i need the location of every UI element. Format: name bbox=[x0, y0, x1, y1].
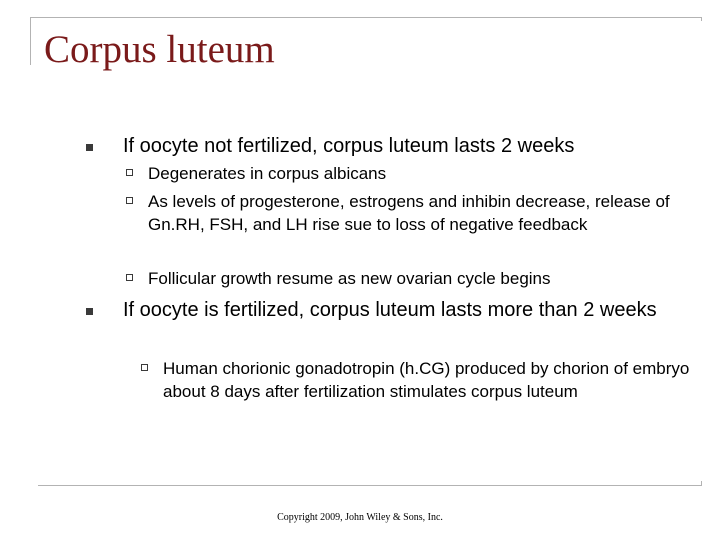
sub-bullet-text: Follicular growth resume as new ovarian cycle begins bbox=[148, 269, 551, 288]
square-bullet-icon bbox=[86, 144, 93, 151]
hollow-square-bullet-icon bbox=[141, 364, 148, 371]
sub-bullet-text: Human chorionic gonadotropin (h.CG) produced by chorion of embryo about 8 days after fertilization stimulates corpus luteum bbox=[163, 359, 690, 401]
bullet-text: If oocyte is fertilized, corpus luteum lasts more than 2 weeks bbox=[123, 299, 657, 321]
hollow-square-bullet-icon bbox=[126, 197, 133, 204]
slide-title: Corpus luteum bbox=[44, 28, 275, 71]
footer-frame-line bbox=[38, 485, 702, 486]
square-bullet-icon bbox=[86, 308, 93, 315]
hollow-square-bullet-icon bbox=[126, 274, 133, 281]
sub-bullet-text: As levels of progesterone, estrogens and inhibin decrease, release of Gn.RH, FSH, and LH rise sue to loss of negative feedback bbox=[148, 192, 670, 234]
copyright-footer: Copyright 2009, John Wiley & Sons, Inc. bbox=[277, 512, 443, 523]
bullet-text: If oocyte not fertilized, corpus luteum lasts 2 weeks bbox=[123, 135, 575, 157]
hollow-square-bullet-icon bbox=[126, 169, 133, 176]
sub-bullet-text: Degenerates in corpus albicans bbox=[148, 164, 387, 183]
footer-frame-right-line bbox=[701, 481, 702, 486]
